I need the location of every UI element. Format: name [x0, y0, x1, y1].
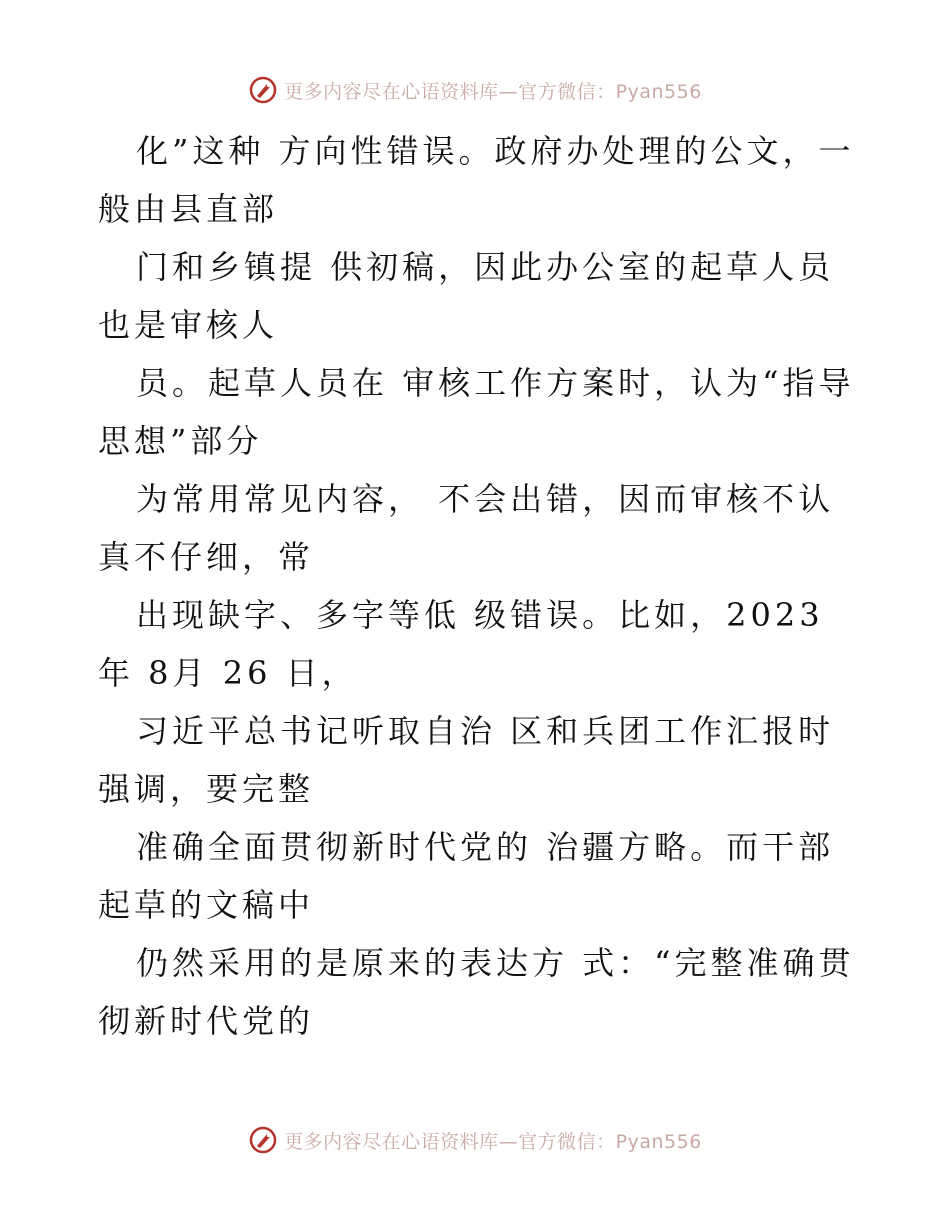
paragraph-8 — [98, 934, 858, 1050]
line-text: 彻新时代党的 — [98, 1002, 315, 1040]
paragraph-2 — [98, 238, 858, 354]
line-text: 月 26 日， — [172, 654, 358, 692]
paragraph-1 — [98, 122, 858, 238]
paragraph-7 — [98, 818, 858, 934]
line-text: 不仔细，常 — [134, 538, 315, 576]
paragraph-4 — [98, 470, 858, 586]
document-body — [98, 122, 858, 1050]
line-text: 化”这种 方向性错误。政府办处理的公文，一 — [136, 132, 855, 170]
pen-nib-circle-icon — [248, 1125, 278, 1155]
header-watermark — [0, 70, 950, 110]
line-text: 般由县直部 — [98, 190, 279, 228]
watermark-text: 更多内容尽在心语资料库—官方微信：Pyan556 — [284, 80, 702, 103]
watermark-text: 更多内容尽在心语资料库—官方微信：Pyan556 — [284, 1130, 702, 1153]
paragraph-6 — [98, 702, 858, 818]
line-text: 准确全面贯彻新时代党的 治疆方略。而干部起 — [98, 828, 835, 924]
line-text: 门和乡镇提 供初稿，因此办公室的起草人员也 — [98, 248, 835, 344]
paragraph-3 — [98, 354, 858, 470]
line-text: 员。起草人员在 审核工作方案时，认为“指导 — [136, 364, 855, 402]
line-text: 为常用常见内容， 不会出错，因而审核不认真 — [98, 480, 835, 576]
line-text: 仍然采用的是原来的表达方 式：“完整准确贯 — [136, 944, 855, 982]
pen-nib-circle-icon — [248, 75, 278, 105]
footer-watermark — [0, 1120, 950, 1160]
line-text: 出现缺字、多字等低 级错误。比如，2023 年 8 — [98, 596, 824, 692]
line-text: 习近平总书记听取自治 区和兵团工作汇报时强 — [98, 712, 835, 808]
paragraph-5 — [98, 586, 858, 702]
line-text: 调，要完整 — [134, 770, 315, 808]
line-text: 草的文稿中 — [134, 886, 315, 924]
line-text: 是审核人 — [134, 306, 279, 344]
line-text: 思想”部分 — [98, 422, 263, 460]
